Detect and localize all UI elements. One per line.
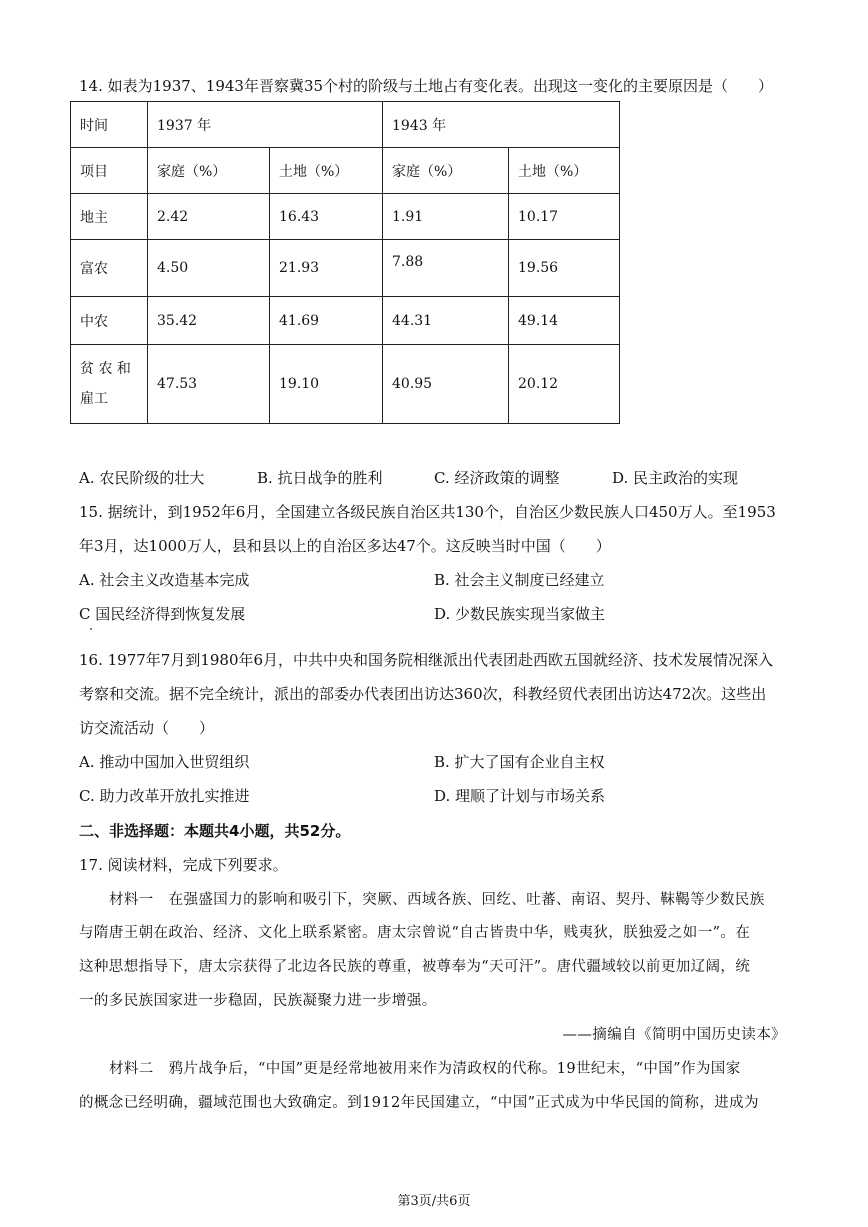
material-one-source: ——摘编自《简明中国历史读本》 (562, 1027, 786, 1043)
table-cell: 41.69 (270, 297, 383, 345)
q15-option-d: D. 少数民族实现当家做主 (434, 605, 606, 623)
table-header-cell: 1943 年 (383, 102, 620, 148)
table-row-label (71, 345, 148, 424)
q15-option-b: B. 社会主义制度已经建立 (434, 571, 605, 589)
table-row (71, 194, 620, 240)
q14-option-d: D. 民主政治的实现 (612, 469, 739, 487)
q14-option-a: A. 农民阶级的壮大 (79, 469, 205, 487)
table-row-label: 地主 (71, 194, 148, 240)
q15-option-c: C 国民经济得到恢复发展 (79, 605, 246, 623)
q16-stem-line: 考察和交流。据不完全统计，派出的部委办代表团出访达360次，科教经贸代表团出访达472次。这些出 (79, 685, 767, 703)
q16-option-b: B. 扩大了国有企业自主权 (434, 753, 605, 771)
q15-stem-line: 年3月，达1000万人，县和县以上的自治区多达47个。这反映当时中国（ ） (79, 537, 611, 555)
table-cell: 16.43 (270, 194, 383, 240)
table-row-label-line: 雇工 (80, 391, 108, 407)
table-cell: 49.14 (509, 297, 620, 345)
q14-option-b: B. 抗日战争的胜利 (257, 469, 383, 487)
q15-option-a: A. 社会主义改造基本完成 (79, 571, 250, 589)
table-header-cell: 家庭（%） (383, 148, 509, 194)
table-cell: 1.91 (383, 194, 509, 240)
q15-stem-line: 15. 据统计，到1952年6月，全国建立各级民族自治区共130个，自治区少数民族人口450万人。至1953 (79, 503, 776, 521)
q16-option-d: D. 理顺了计划与市场关系 (434, 787, 606, 805)
material-two-line: 的概念已经明确，疆域范围也大致确定。到1912年民国建立，“中国”正式成为中华民国的简称，进成为 (79, 1095, 759, 1111)
table-cell: 2.42 (148, 194, 270, 240)
table-header-cell: 家庭（%） (148, 148, 270, 194)
section-title: 二、非选择题：本题共4小题，共52分。 (79, 822, 351, 840)
q16-option-c: C. 助力改革开放扎实推进 (79, 787, 250, 805)
table-row (71, 240, 620, 297)
table-cell: 19.10 (270, 345, 383, 424)
q16-stem-line: 访交流活动（ ） (79, 719, 215, 737)
table-cell: 20.12 (509, 345, 620, 424)
speck-mark (90, 628, 92, 630)
table-row-label-line: 贫 农 和 (80, 361, 131, 377)
table-cell: 4.50 (148, 240, 270, 297)
table-cell: 44.31 (383, 297, 509, 345)
table-header-cell: 项目 (71, 148, 148, 194)
table-header-cell: 土地（%） (270, 148, 383, 194)
table-row-label: 中农 (71, 297, 148, 345)
q16-option-a: A. 推动中国加入世贸组织 (79, 753, 250, 771)
table-header-cell: 1937 年 (148, 102, 383, 148)
q14-option-c: C. 经济政策的调整 (434, 469, 560, 487)
table-header-cell: 土地（%） (509, 148, 620, 194)
material-one-line: 一的多民族国家进一步稳固，民族凝聚力进一步增强。 (79, 993, 437, 1009)
q16-stem-line: 16. 1977年7月到1980年6月，中共中央和国务院相继派出代表团赴西欧五国就经济、技术发展情况深入 (79, 651, 774, 669)
table-row (71, 297, 620, 345)
table-cell: 10.17 (509, 194, 620, 240)
table-cell: 47.53 (148, 345, 270, 424)
page-footer: 第3页/共6页 (397, 1194, 471, 1209)
material-two-line: 材料二 鸦片战争后，“中国”更是经常地被用来作为清政权的代称。19世纪末，“中国”作为国家 (109, 1061, 741, 1077)
table-cell: 21.93 (270, 240, 383, 297)
land-ownership-table (70, 101, 620, 424)
q17-stem: 17. 阅读材料，完成下列要求。 (79, 856, 288, 874)
table-cell: 40.95 (383, 345, 509, 424)
material-one-line: 这种思想指导下，唐太宗获得了北边各民族的尊重，被尊奉为“天可汗”。唐代疆域较以前更加辽阔，统 (79, 959, 751, 975)
table-cell: 7.88 (383, 240, 509, 297)
material-one-line: 与隋唐王朝在政治、经济、文化上联系紧密。唐太宗曾说“自古皆贵中华，贱夷狄，朕独爱之如一”。在 (79, 925, 751, 941)
q14-stem: 14. 如表为1937、1943年晋察冀35个村的阶级与土地占有变化表。出现这一变化的主要原因是（ ） (79, 77, 774, 95)
table-row-label: 富农 (71, 240, 148, 297)
table-header-row-2 (71, 148, 620, 194)
table-cell: 19.56 (509, 240, 620, 297)
table-header-cell: 时间 (71, 102, 148, 148)
table-cell: 35.42 (148, 297, 270, 345)
table-row (71, 345, 620, 424)
table-header-row-1 (71, 102, 620, 148)
material-one-line: 材料一 在强盛国力的影响和吸引下，突厥、西域各族、回纥、吐蕃、南诏、契丹、靺鞨等少数民族 (109, 892, 765, 908)
